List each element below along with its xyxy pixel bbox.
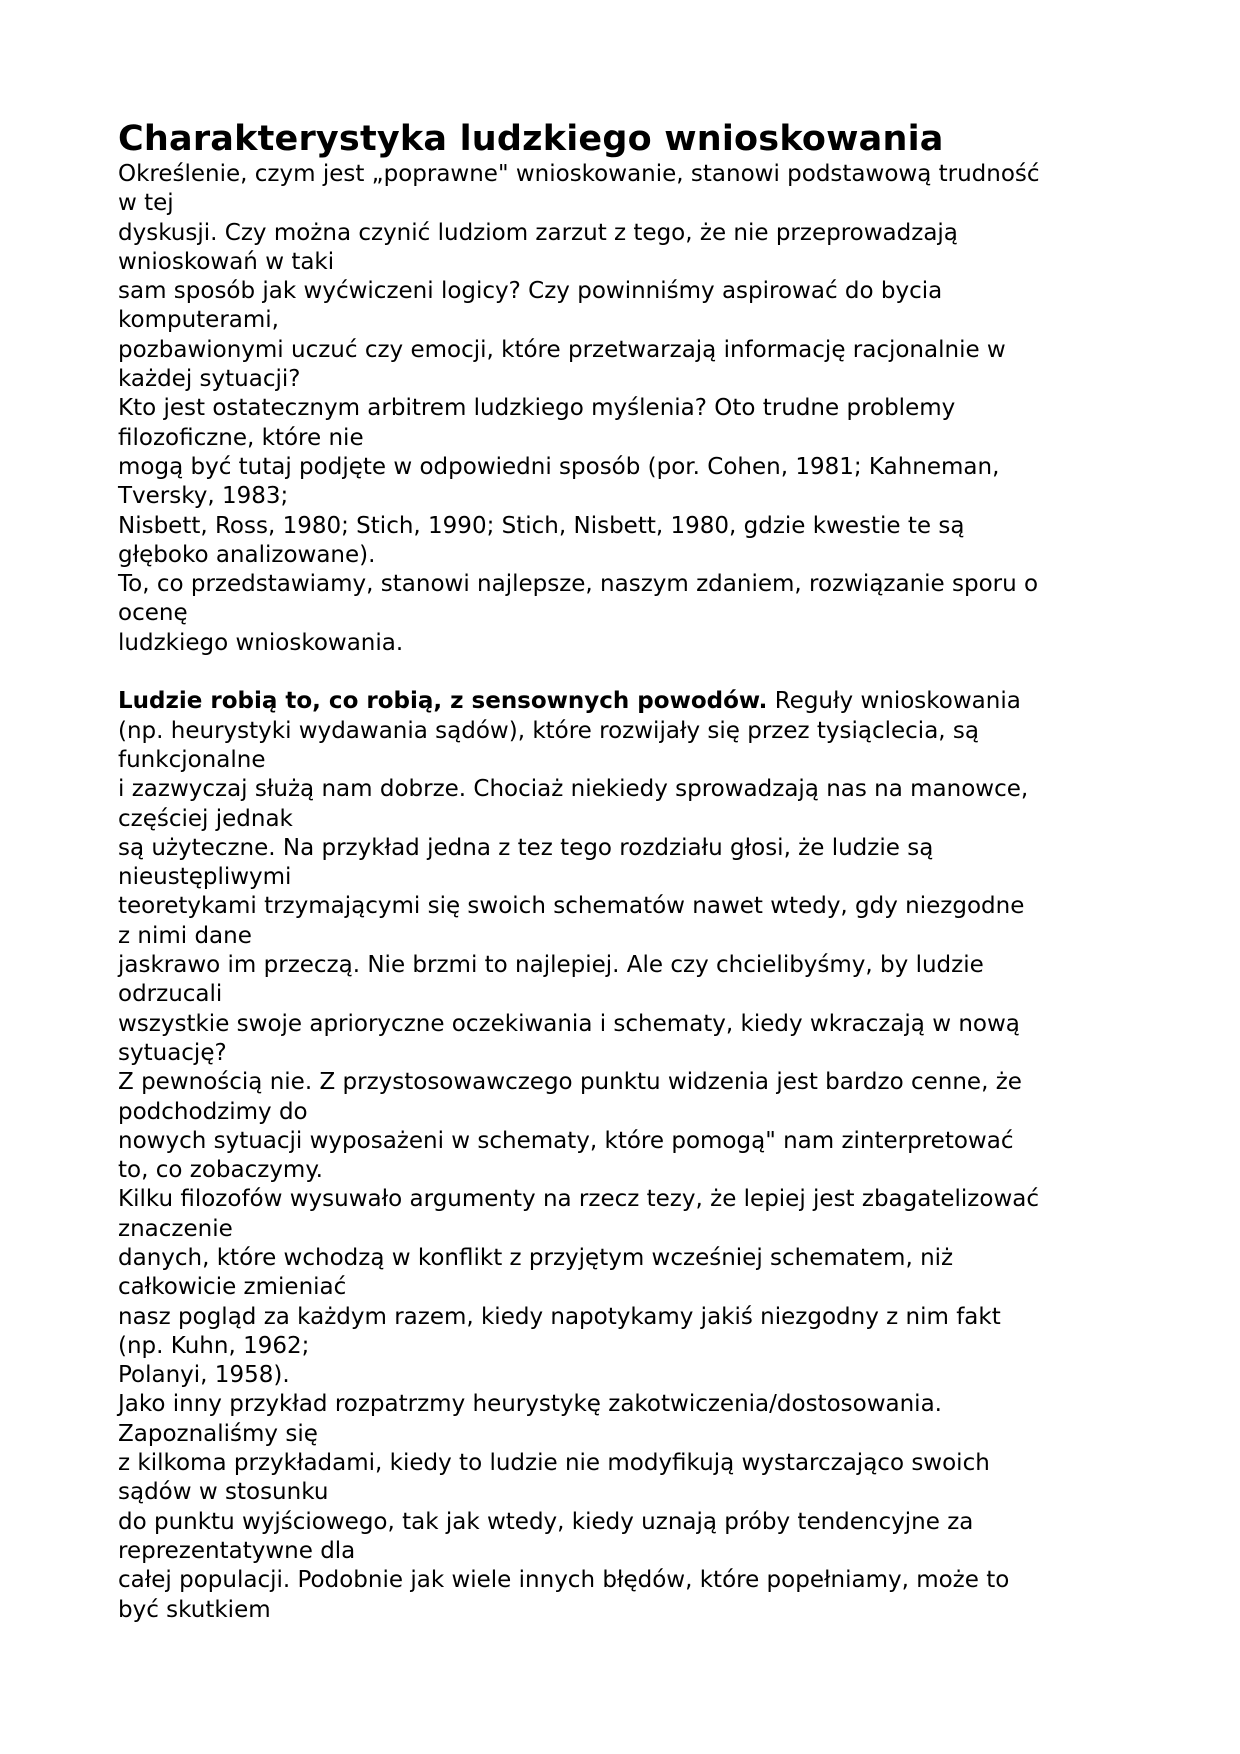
paragraph-intro [118, 160, 1128, 658]
text-line: podchodzimy do [118, 1098, 308, 1125]
text-line: z kilkoma przykładami, kiedy to ludzie nie modyfikują wystarczająco swoich [118, 1450, 990, 1477]
text-line: mogą być tutaj podjęte w odpowiedni sposób (por. Cohen, 1981; Kahneman, [118, 453, 1000, 480]
paragraph-spacer [118, 658, 1128, 687]
text-line: funkcjonalne [118, 746, 266, 773]
text-line [118, 687, 1128, 716]
text-line: Kilku filozofów wysuwało argumenty na rzecz tezy, że lepiej jest zbagatelizować [118, 1186, 1039, 1213]
text-line: To, co przedstawiamy, stanowi najlepsze, naszym zdaniem, rozwiązanie sporu o [118, 571, 1039, 598]
bold-lead-sentence: Ludzie robią to, co robią, z sensownych powodów. [118, 688, 768, 715]
text-line: do punktu wyjściowego, tak jak wtedy, kiedy uznają próby tendencyjne za [118, 1508, 974, 1535]
text-line: Zapoznaliśmy się [118, 1420, 318, 1447]
text-line: ocenę [118, 600, 188, 627]
paragraph-reasons [118, 687, 1128, 1625]
text-line: nowych sytuacji wyposażeni w schematy, które pomogą" nam zinterpretować [118, 1127, 1014, 1154]
text-line: jaskrawo im przeczą. Nie brzmi to najlepiej. Ale czy chcielibyśmy, by ludzie [118, 952, 984, 979]
text-line: w tej [118, 190, 174, 217]
text-line: wnioskowań w taki [118, 248, 335, 275]
text-line: to, co zobaczymy. [118, 1157, 323, 1184]
text-line: całkowicie zmieniać [118, 1274, 347, 1301]
text-line: każdej sytuacji? [118, 366, 301, 393]
text-line: odrzucali [118, 981, 223, 1008]
text-line: (np. Kuhn, 1962; [118, 1332, 310, 1359]
text-line: danych, które wchodzą w konflikt z przyjętym wcześniej schematem, niż [118, 1244, 954, 1271]
text-line: znaczenie [118, 1215, 233, 1242]
text-line: całej populacji. Podobnie jak wiele innych błędów, które popełniamy, może to [118, 1567, 1010, 1594]
text-line: sądów w stosunku [118, 1479, 329, 1506]
text-line: nieustępliwymi [118, 864, 292, 891]
text-line: pozbawionymi uczuć czy emocji, które przetwarzają informację racjonalnie w [118, 336, 1006, 363]
text-line: i zazwyczaj służą nam dobrze. Chociaż niekiedy sprowadzają nas na manowce, [118, 776, 1029, 803]
text-line: filozoficzne, które nie [118, 424, 364, 451]
text-line: Kto jest ostatecznym arbitrem ludzkiego myślenia? Oto trudne problemy [118, 395, 956, 422]
text-run: Reguły wnioskowania [767, 688, 1021, 715]
text-line: Tversky, 1983; [118, 483, 289, 510]
text-line: reprezentatywne dla [118, 1537, 356, 1564]
text-line: Z pewnością nie. Z przystosowawczego punktu widzenia jest bardzo cenne, że [118, 1069, 1022, 1096]
text-line: sam sposób jak wyćwiczeni logicy? Czy powinniśmy aspirować do bycia [118, 278, 943, 305]
text-line: dyskusji. Czy można czynić ludziom zarzut z tego, że nie przeprowadzają [118, 219, 958, 246]
text-line: głęboko analizowane). [118, 541, 376, 568]
text-line: Jako inny przykład rozpatrzmy heurystykę zakotwiczenia/dostosowania. [118, 1391, 942, 1418]
text-line: są użyteczne. Na przykład jedna z tez tego rozdziału głosi, że ludzie są [118, 834, 934, 861]
text-line: teoretykami trzymającymi się swoich schematów nawet wtedy, gdy niezgodne [118, 893, 1025, 920]
text-line: (np. heurystyki wydawania sądów), które rozwijały się przez tysiąclecia, są [118, 717, 979, 744]
text-line: sytuację? [118, 1039, 227, 1066]
text-line: być skutkiem [118, 1596, 271, 1623]
text-line: komputerami, [118, 307, 279, 334]
document-title: Charakterystyka ludzkiego wnioskowania [118, 119, 944, 159]
document-page [118, 118, 1128, 1625]
text-line: nasz pogląd za każdym razem, kiedy napotykamy jakiś niezgodny z nim fakt [118, 1303, 1001, 1330]
text-line: Nisbett, Ross, 1980; Stich, 1990; Stich, Nisbett, 1980, gdzie kwestie te są [118, 512, 965, 539]
text-line: ludzkiego wnioskowania. [118, 629, 404, 656]
text-line: wszystkie swoje aprioryczne oczekiwania i schematy, kiedy wkraczają w nową [118, 1010, 1020, 1037]
text-line: z nimi dane [118, 922, 252, 949]
text-line: Polanyi, 1958). [118, 1362, 290, 1389]
text-line: Określenie, czym jest „poprawne" wnioskowanie, stanowi podstawową trudność [118, 161, 1040, 187]
text-line: częściej jednak [118, 805, 293, 832]
